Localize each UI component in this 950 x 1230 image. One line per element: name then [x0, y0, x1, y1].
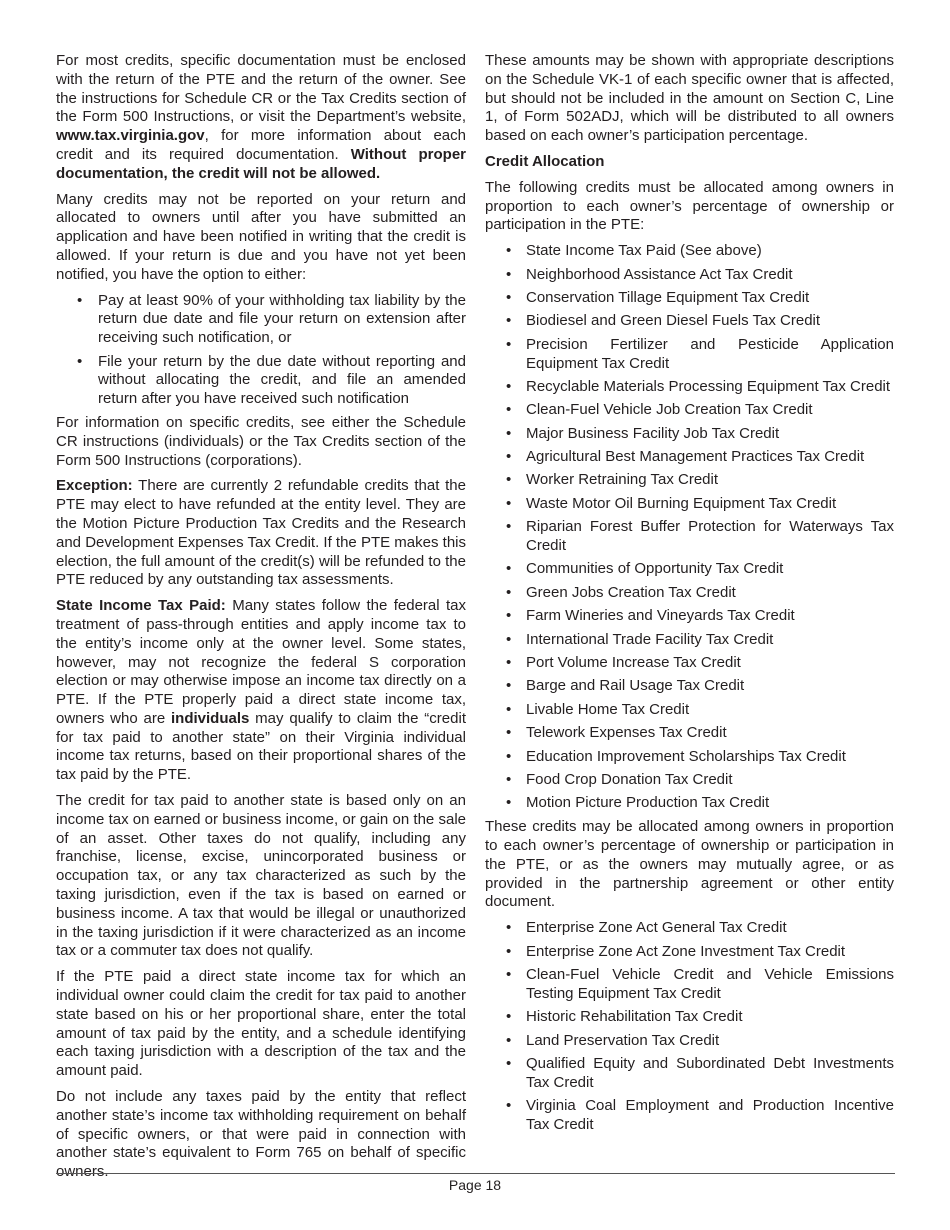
credit-basis-paragraph: The credit for tax paid to another state is based only on an income tax on earned or business income, or gain on the sale of an asset. Other taxes do not qualify, including any franchise, license, excise, unincorporated business or occupation tax, or any tax characterized as such by the taxing jurisdiction, even if the tax is based on earned or business income. A tax that would be illegal or unauthorized in the taxing jurisdiction if it were characterized as an income tax or a commuter tax does not qualify. — [56, 792, 466, 960]
website-link[interactable]: www.tax.virginia.gov — [56, 127, 205, 145]
list-item: • Waste Motor Oil Burning Equipment Tax Credit — [485, 495, 894, 514]
right-column — [485, 52, 894, 1140]
list-item: • Neighborhood Assistance Act Tax Credit — [485, 266, 894, 285]
list-item: • Enterprise Zone Act General Tax Credit — [485, 919, 894, 938]
list-item: • Education Improvement Scholarships Tax Credit — [485, 748, 894, 767]
mutual-agreement-paragraph: These credits may be allocated among owners in proportion to each owner’s percentage of ownership or participation in the PTE, or as the owners may mutually agree, or as provided in the partnership agreement or other entity document. — [485, 818, 894, 911]
options-list — [56, 292, 466, 409]
exclusion-paragraph: Do not include any taxes paid by the entity that reflect another state’s income tax withholding requirement on behalf of specific owners, or that were paid in connection with another state’s equivalent to Form 765 on behalf of specific owners. — [56, 1088, 466, 1181]
list-item: • Livable Home Tax Credit — [485, 701, 894, 720]
footer-divider — [56, 1173, 895, 1174]
list-item: • Farm Wineries and Vineyards Tax Credit — [485, 607, 894, 626]
list-item: • Virginia Coal Employment and Production Incentive Tax Credit — [485, 1097, 894, 1135]
page-number: Page 18 — [448, 1177, 502, 1193]
exception-paragraph: Exception: There are currently 2 refundable credits that the PTE may elect to have refunded at the entity level. They are the Motion Picture Production Tax Credits and the Research and Development Expenses Tax Credit. If the PTE makes this election, the full amount of the credit(s) will be refunded to the PTE reduced by any outstanding tax assessments. — [56, 477, 466, 589]
list-item: • International Trade Facility Tax Credit — [485, 631, 894, 650]
list-item: • Enterprise Zone Act Zone Investment Tax Credit — [485, 943, 894, 962]
list-item: • Qualified Equity and Subordinated Debt Investments Tax Credit — [485, 1055, 894, 1093]
list-item: • Food Crop Donation Tax Credit — [485, 771, 894, 790]
notification-paragraph: Many credits may not be reported on your return and allocated to owners until after you have submitted an application and have been notified in writing that the credit is allowed. If your return is due and you have not yet been notified, you have the option to either: — [56, 190, 466, 283]
list-item: • Telework Expenses Tax Credit — [485, 724, 894, 743]
list-item: • Pay at least 90% of your withholding tax liability by the return due date and file your return on extension after receiving such notification, or — [56, 292, 466, 348]
direct-tax-paragraph: If the PTE paid a direct state income tax for which an individual owner could claim the credit for tax paid to another state based on his or her proportional share, enter the total amount of tax paid by the entity, and a schedule identifying each taxing jurisdiction with a description of the tax and the amount paid. — [56, 968, 466, 1080]
list-item: • Motion Picture Production Tax Credit — [485, 794, 894, 813]
list-item: • Worker Retraining Tax Credit — [485, 471, 894, 490]
proportional-credits-list — [485, 242, 894, 813]
section-heading: Credit Allocation — [485, 152, 605, 170]
list-item: • Precision Fertilizer and Pesticide Application Equipment Tax Credit — [485, 336, 894, 374]
agreement-credits-list — [485, 919, 894, 1135]
documentation-paragraph: For most credits, specific documentation must be enclosed with the return of the PTE and the return of the owner. See the instructions for Schedule CR or the Tax Credits section of the Form 500 Instructions, or visit the Department’s website, www.tax.virginia.gov, for more information about each credit and its required documentation. Without proper documentation, the credit will not be allowed. — [56, 52, 466, 182]
vk1-paragraph: These amounts may be shown with appropriate descriptions on the Schedule VK-1 of each specific owner that is affected, but should not be included in the amount on Section C, Line 1, of Form 502ADJ, which will be distributed to all owners based on each owner’s participation percentage. — [485, 52, 894, 145]
specific-credits-paragraph: For information on specific credits, see either the Schedule CR instructions (individuals) or the Tax Credits section of the Form 500 Instructions (corporations). — [56, 413, 466, 469]
list-item: • Riparian Forest Buffer Protection for Waterways Tax Credit — [485, 518, 894, 556]
list-item: • Clean-Fuel Vehicle Job Creation Tax Credit — [485, 401, 894, 420]
list-item: • Historic Rehabilitation Tax Credit — [485, 1008, 894, 1027]
list-item: • Conservation Tillage Equipment Tax Credit — [485, 289, 894, 308]
list-item: • Land Preservation Tax Credit — [485, 1032, 894, 1051]
list-item: • Communities of Opportunity Tax Credit — [485, 560, 894, 579]
left-column — [56, 52, 466, 1189]
state-income-tax-paragraph: State Income Tax Paid: Many states follow the federal tax treatment of pass-through entities and apply income tax to the entity’s income only at the owner level. Some states, however, may not recognize the federal S corporation election or may otherwise impose an income tax directly on a PTE. If the PTE properly paid a direct state income tax, owners who are individuals may qualify to claim the “credit for tax paid to another state” on their Virginia individual income tax returns, based on their proportional shares of the tax paid by the PTE. — [56, 597, 466, 784]
list-item: • Recyclable Materials Processing Equipment Tax Credit — [485, 378, 894, 397]
list-item: • Biodiesel and Green Diesel Fuels Tax Credit — [485, 312, 894, 331]
list-item: • Green Jobs Creation Tax Credit — [485, 584, 894, 603]
list-item: • State Income Tax Paid (See above) — [485, 242, 894, 261]
list-item: • Agricultural Best Management Practices Tax Credit — [485, 448, 894, 467]
list-item: • Major Business Facility Job Tax Credit — [485, 425, 894, 444]
list-item: • File your return by the due date without reporting and without allocating the credit, and file an amended return after you have received such notification — [56, 353, 466, 409]
list-item: • Clean-Fuel Vehicle Credit and Vehicle Emissions Testing Equipment Tax Credit — [485, 966, 894, 1004]
allocation-intro-paragraph: The following credits must be allocated among owners in proportion to each owner’s percentage of ownership or participation in the PTE: — [485, 178, 894, 234]
list-item: • Barge and Rail Usage Tax Credit — [485, 677, 894, 696]
list-item: • Port Volume Increase Tax Credit — [485, 654, 894, 673]
